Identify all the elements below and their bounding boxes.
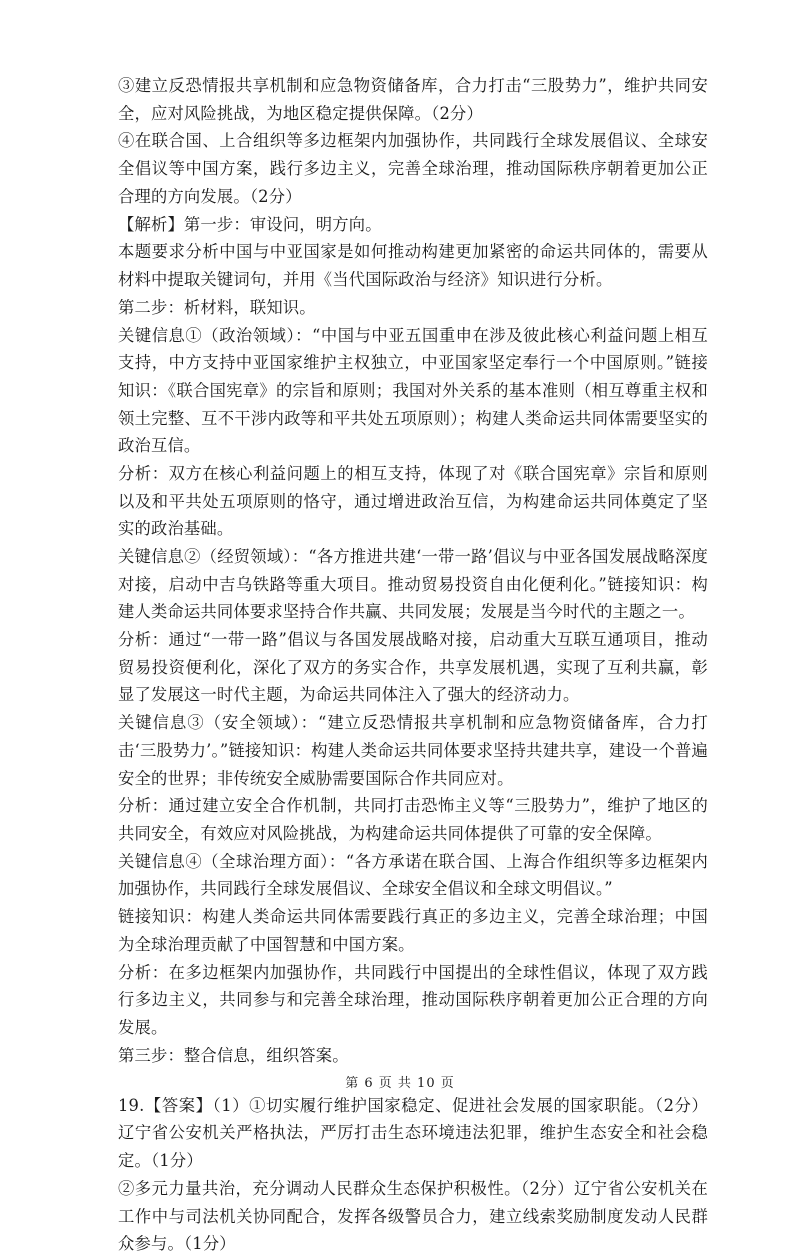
analysis-1: 分析：双方在核心利益问题上的相互支持，体现了对《联合国宪章》宗旨和原则以及和平共处五项原则的恪守，通过增进政治互信，为构建命运共同体奠定了坚实的政治基础。 [118,464,708,539]
analysis-2: 分析：通过“一带一路”倡议与各国发展战略对接，启动重大互联互通项目，推动贸易投资便利化，深化了双方的务实合作，共享发展机遇，实现了互利共赢，彰显了发展这一时代主题，为命运共同体注入了强大的经济动力。 [118,630,708,705]
link-knowledge-4: 链接知识：构建人类命运共同体需要践行真正的多边主义，完善全球治理；中国为全球治理贡献了中国智慧和中国方案。 [118,907,708,954]
answer-item-3: ③建立反恐情报共享机制和应急物资储备库，合力打击“三股势力”，维护共同安全，应对风险挑战，为地区稳定提供保障。（2分） [118,76,708,123]
analysis-step-1: 【解析】第一步：审设问，明方向。 [118,214,382,234]
key-info-1: 关键信息①（政治领域）：“中国与中亚五国重申在涉及彼此核心利益问题上相互支持，中方支持中亚国家维护主权独立，中亚国家坚定奉行一个中国原则。”链接知识：《联合国宪章》的宗旨和原则；我国对外关系的基本准则（相互尊重主权和领土完整、互不干涉内政等和平共处五项原则）；构建人类命运共同体需要坚实的政治互信。 [118,325,708,456]
page-footer: 第 6 页 共 10 页 [345,1076,455,1091]
analysis-3: 分析：通过建立安全合作机制，共同打击恐怖主义等“三股势力”，维护了地区的共同安全，有效应对风险挑战，为构建命运共同体提供了可靠的安全保障。 [118,796,708,843]
analysis-requirement: 本题要求分析中国与中亚国家是如何推动构建更加紧密的命运共同体的，需要从材料中提取关键词句，并用《当代国际政治与经济》知识进行分析。 [118,242,708,290]
key-info-2: 关键信息②（经贸领域）：“各方推进共建‘一带一路’倡议与中亚各国发展战略深度对接，启动中吉乌铁路等重大项目。推动贸易投资自由化便利化。”链接知识：构建人类命运共同体要求坚持合作共赢、共同发展；发展是当今时代的主题之一。 [118,547,708,622]
document-body [118,0,708,1258]
q19-answer-1: 19.【答案】（1）①切实履行维护国家稳定、促进社会发展的国家职能。（2分）辽宁省公安机关严格执法，严厉打击生态环境违法犯罪，维护生态安全和社会稳定。（1分） [118,1095,708,1171]
analysis-step-3: 第三步：整合信息，组织答案。 [118,1045,349,1065]
key-info-3: 关键信息③（安全领域）：“建立反恐情报共享机制和应急物资储备库，合力打击‘三股势力’。”链接知识：构建人类命运共同体要求坚持共建共享，建设一个普遍安全的世界；非传统安全威胁需要国际合作共同应对。 [118,713,708,788]
analysis-4: 分析：在多边框架内加强协作，共同践行中国提出的全球性倡议，体现了双方践行多边主义，共同参与和完善全球治理，推动国际秩序朝着更加公正合理的方向发展。 [118,962,708,1038]
analysis-step-2: 第二步：析材料，联知识。 [118,297,316,317]
answer-item-4: ④在联合国、上合组织等多边框架内加强协作，共同践行全球发展倡议、全球安全倡议等中国方案，践行多边主义，完善全球治理，推动国际秩序朝着更加公正合理的方向发展。（2分） [118,131,708,206]
q19-answer-2: ②多元力量共治，充分调动人民群众生态保护积极性。（2分）辽宁省公安机关在工作中与司法机关协同配合，发挥各级警员合力，建立线索奖励制度发动人民群众参与。（1分） [118,1178,708,1254]
key-info-4: 关键信息④（全球治理方面）：“各方承诺在联合国、上海合作组织等多边框架内加强协作，共同践行全球发展倡议、全球安全倡议和全球文明倡议。” [118,851,708,899]
